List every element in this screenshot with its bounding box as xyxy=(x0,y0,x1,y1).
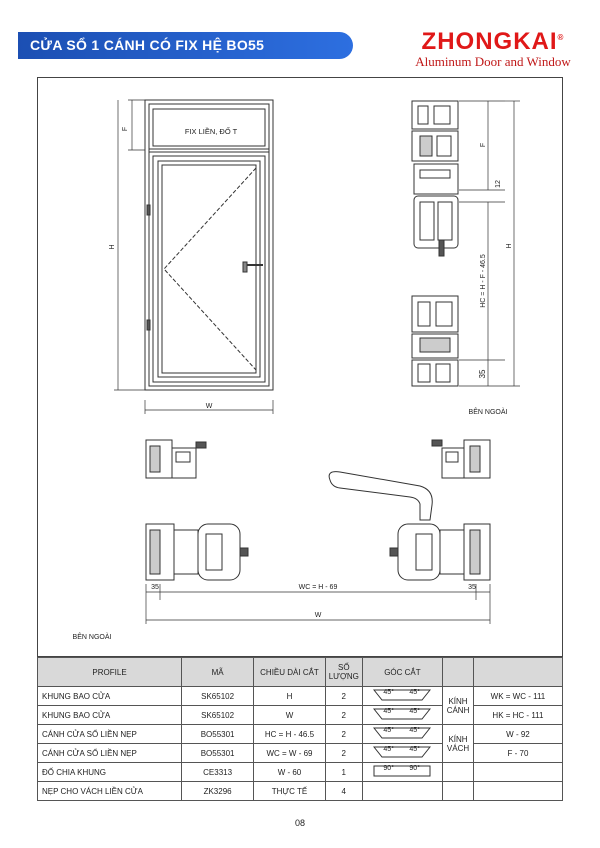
header-profile: PROFILE xyxy=(38,658,182,687)
row-angle xyxy=(362,687,442,706)
row-qty: 1 xyxy=(325,763,362,782)
table-row xyxy=(38,706,563,725)
header-blank-1 xyxy=(443,658,474,687)
glass-panel-value: W - 92 xyxy=(473,725,562,744)
page-number: 08 xyxy=(294,818,305,828)
glass-sash-value: HK = HC - 111 xyxy=(473,706,562,725)
row-qty: 2 xyxy=(325,687,362,706)
fix-label: FIX LIỀN, ĐỐ T xyxy=(184,127,238,136)
row-angle xyxy=(362,744,442,763)
angle-trapezoid-icon: 45° 45° xyxy=(373,708,431,720)
angle-rectangle-icon: 90° 90° xyxy=(373,765,431,777)
glass-sash-value: WK = WC - 111 xyxy=(473,687,562,706)
glass-panel-label: KÍNH VÁCH xyxy=(443,725,474,763)
empty-cell xyxy=(443,763,474,782)
empty-cell xyxy=(473,782,562,801)
vertical-section xyxy=(412,101,520,386)
row-qty: 2 xyxy=(325,725,362,744)
row-code: CE3313 xyxy=(182,763,254,782)
row-angle xyxy=(362,706,442,725)
row-profile: NẸP CHO VÁCH LIỀN CỬA xyxy=(38,782,182,801)
header-length: CHIỀU DÀI CẮT xyxy=(254,658,326,687)
row-code: SK65102 xyxy=(182,706,254,725)
dim-f-right: F xyxy=(480,142,487,148)
table-row xyxy=(38,725,563,744)
table-row xyxy=(38,687,563,706)
row-length: W - 60 xyxy=(254,763,326,782)
row-code: SK65102 xyxy=(182,687,254,706)
row-profile: CÁNH CỬA SỔ LIỀN NẸP xyxy=(38,725,182,744)
row-qty: 4 xyxy=(325,782,362,801)
dim-w-bottom: W xyxy=(314,612,322,619)
empty-cell xyxy=(473,763,562,782)
row-code: BO55301 xyxy=(182,744,254,763)
outside-label-right: BÊN NGOÀI xyxy=(468,409,508,416)
logo-tagline: Aluminum Door and Window xyxy=(415,54,571,69)
dim-35-left: 35 xyxy=(151,584,159,591)
dim-12-label: 12 xyxy=(495,180,502,188)
angle-trapezoid-icon: 45° 45° xyxy=(373,689,431,701)
window-elevation xyxy=(114,100,273,414)
header-qty: SỐ LƯỢNG xyxy=(325,658,362,687)
logo-brand: ZHONGKAI® xyxy=(421,28,565,55)
row-profile: KHUNG BAO CỬA xyxy=(38,687,182,706)
row-length: THỰC TẾ xyxy=(254,782,326,801)
table-row xyxy=(38,763,563,782)
table-row xyxy=(38,782,563,801)
dim-35-right: 35 xyxy=(468,584,476,591)
dim-h-label: H xyxy=(109,244,116,250)
dim-w-label: W xyxy=(205,403,213,410)
row-length: W xyxy=(254,706,326,725)
dim-wc-label: WC = H - 69 xyxy=(298,584,338,591)
header-code: MÃ xyxy=(182,658,254,687)
dim-f-label: F xyxy=(122,126,129,132)
row-angle xyxy=(362,725,442,744)
empty-cell xyxy=(443,782,474,801)
row-profile: CÁNH CỬA SỔ LIỀN NẸP xyxy=(38,744,182,763)
row-angle xyxy=(362,782,442,801)
header-blank-2 xyxy=(473,658,562,687)
row-qty: 2 xyxy=(325,706,362,725)
angle-trapezoid-icon: 45° 45° xyxy=(373,746,431,758)
header-angle: GÓC CẮT xyxy=(362,658,442,687)
cutting-spec-table xyxy=(37,657,563,801)
row-profile: ĐỐ CHIA KHUNG xyxy=(38,763,182,782)
dim-h-right: H xyxy=(506,243,513,249)
angle-trapezoid-icon: 45° 45° xyxy=(373,727,431,739)
row-code: ZK3296 xyxy=(182,782,254,801)
row-profile: KHUNG BAO CỬA xyxy=(38,706,182,725)
row-qty: 2 xyxy=(325,744,362,763)
outside-label-bottom: BÊN NGOÀI xyxy=(72,634,112,641)
row-length: HC = H - 46.5 xyxy=(254,725,326,744)
table-row xyxy=(38,744,563,763)
dim-35-label: 35 xyxy=(478,369,487,379)
table-header-row xyxy=(38,658,563,687)
row-length: H xyxy=(254,687,326,706)
dim-hc-label: HC = H - F - 46.5 xyxy=(480,254,487,308)
row-angle xyxy=(362,763,442,782)
row-length: WC = W - 69 xyxy=(254,744,326,763)
glass-sash-label: KÍNH CÁNH xyxy=(443,687,474,725)
horizontal-section xyxy=(146,440,490,624)
glass-panel-value: F - 70 xyxy=(473,744,562,763)
page-title: CỬA SỔ 1 CÁNH CÓ FIX HỆ BO55 xyxy=(30,37,265,53)
row-code: BO55301 xyxy=(182,725,254,744)
